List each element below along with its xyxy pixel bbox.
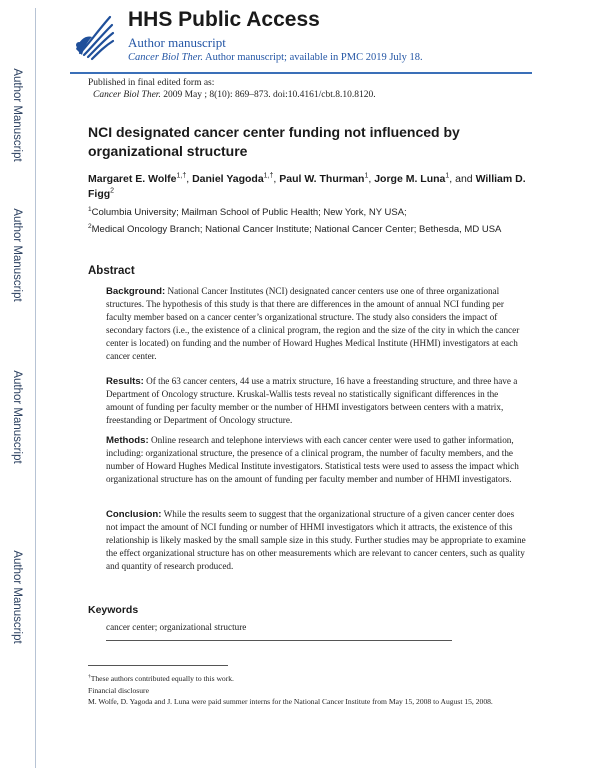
footnote-disclosure-text: M. Wolfe, D. Yagoda and J. Luna were paid summer interns for the National Cancer Institute from May 15, 2008 to August 15, 2008. bbox=[88, 697, 493, 706]
abstract-heading: Abstract bbox=[88, 265, 135, 277]
publication-citation: Cancer Biol Ther. 2009 May ; 8(10): 869–873. doi:10.4161/cbt.8.10.8120. bbox=[93, 90, 376, 100]
keywords-list: cancer center; organizational structure bbox=[106, 622, 247, 632]
publication-label: Published in final edited form as: bbox=[88, 78, 215, 88]
hhs-eagle-logo-icon bbox=[70, 9, 120, 63]
header-title: HHS Public Access bbox=[128, 8, 320, 31]
side-label-author-manuscript: Author Manuscript bbox=[11, 68, 23, 162]
side-label-author-manuscript: Author Manuscript bbox=[11, 370, 23, 464]
abstract-background: Background: National Cancer Institutes (NCI) designated cancer centers use one of three organizational structures. The hypothesis of this study is that there are differences in the amount of annual NCI funding per faculty member based on a cancer center’s organizational structure. The study also considers the impact of secondary factors (i.e., the existence of a clinical program, the region and the size of the city in which the cancer center is located) on funding and the number of Howard Hughes Medical Institute (HHMI) investigators at each cancer center. bbox=[106, 286, 520, 362]
affiliation: $^2$Medical Oncology Branch; National Cancer Institute; National Cancer Center; Bethesda, MD USA bbox=[88, 222, 502, 235]
header-rule bbox=[70, 72, 532, 74]
author-list: Margaret E. Wolfe$^{1,\dagger}$, Daniel Yagoda$^{1,\dagger}$, Paul W. Thurman$^1$, Jorge M. Luna$^1$, and William D. Figg$^2$ bbox=[88, 172, 526, 200]
abstract-methods: Methods: Online research and telephone interviews with each cancer center were used to gather information, including: organizational structure, the presence of a clinical program, the number of faculty members, and the number of Howard Hughes Medical Institute investigators. Statistical tests were used to assess the impact which organizational structure has on the amount of funding per faculty member and number of HHMI investigators. bbox=[106, 435, 519, 485]
side-label-author-manuscript: Author Manuscript bbox=[11, 208, 23, 302]
article-title: NCI designated cancer center funding not influenced by organizational structure bbox=[88, 124, 460, 159]
author-name: William D. Figg bbox=[88, 173, 526, 200]
keywords-heading: Keywords bbox=[88, 604, 139, 616]
author-name: Jorge M. Luna bbox=[374, 173, 446, 185]
header-citation: Cancer Biol Ther. Author manuscript; available in PMC 2019 July 18. bbox=[128, 52, 423, 63]
author-name: Margaret E. Wolfe bbox=[88, 173, 177, 185]
author-name: Daniel Yagoda bbox=[192, 173, 264, 185]
hhs-header bbox=[70, 9, 532, 74]
side-divider bbox=[35, 8, 36, 768]
affiliation: $^1$Columbia University; Mailman School of Public Health; New York, NY USA; bbox=[88, 205, 407, 218]
side-label-author-manuscript: Author Manuscript bbox=[11, 550, 23, 644]
footnote-equal-contribution: †These authors contributed equally to this work. bbox=[88, 673, 234, 683]
keywords-divider bbox=[106, 640, 452, 641]
author-name: Paul W. Thurman bbox=[279, 173, 365, 185]
header-subtitle: Author manuscript bbox=[128, 35, 226, 50]
footnote-disclosure-heading: Financial disclosure bbox=[88, 686, 149, 695]
abstract-conclusion: Conclusion: While the results seem to suggest that the organizational structure of a given cancer center does not impact the amount of NCI funding or number of HHMI investigators which it attracts, the existence of this relationship is likely masked by the small sample size in this study. Further studies may be appropriate to examine the effect organizational structure has on other measurements which are relevant to cancer centers, such as quality and quantity of research produced. bbox=[106, 509, 526, 572]
abstract-results: Results: Of the 63 cancer centers, 44 use a matrix structure, 16 have a freestanding structure, and three have a Department of Oncology structure. Kruskal-Wallis tests reveal no statistically significant differences in the amount of funding per faculty member or the number of HHMI investigators between centers with a matrix, freestanding or Department of Oncology structure. bbox=[106, 376, 518, 426]
footnote-divider bbox=[88, 665, 228, 666]
publication-info bbox=[88, 77, 376, 101]
